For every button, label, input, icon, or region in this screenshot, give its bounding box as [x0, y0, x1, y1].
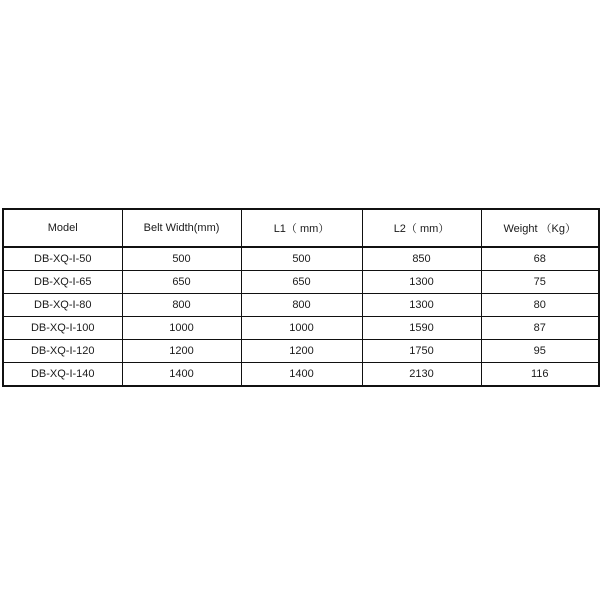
- cell-model: DB-XQ-I-50: [3, 247, 122, 271]
- cell-weight: 68: [481, 247, 599, 271]
- cell-l1: 1000: [241, 317, 362, 340]
- cell-belt-width: 800: [122, 294, 241, 317]
- table-row: [3, 363, 599, 387]
- table-row: [3, 340, 599, 363]
- cell-weight: 75: [481, 271, 599, 294]
- cell-l2: 850: [362, 247, 481, 271]
- cell-l1: 1200: [241, 340, 362, 363]
- cell-model: DB-XQ-I-120: [3, 340, 122, 363]
- cell-l2: 1750: [362, 340, 481, 363]
- cell-l1: 800: [241, 294, 362, 317]
- cell-belt-width: 1400: [122, 363, 241, 387]
- header-model: Model: [3, 209, 122, 247]
- cell-model: DB-XQ-I-65: [3, 271, 122, 294]
- table-row: [3, 294, 599, 317]
- table-header-row: [3, 209, 599, 247]
- cell-l2: 1590: [362, 317, 481, 340]
- cell-l2: 1300: [362, 294, 481, 317]
- spec-table: [2, 208, 600, 387]
- header-l2: L2（ mm）: [362, 209, 481, 247]
- table-row: [3, 247, 599, 271]
- cell-belt-width: 650: [122, 271, 241, 294]
- header-belt-width: Belt Width(mm): [122, 209, 241, 247]
- header-weight: Weight （Kg）: [481, 209, 599, 247]
- cell-l2: 1300: [362, 271, 481, 294]
- cell-belt-width: 500: [122, 247, 241, 271]
- cell-weight: 95: [481, 340, 599, 363]
- table-row: [3, 271, 599, 294]
- cell-model: DB-XQ-I-80: [3, 294, 122, 317]
- cell-model: DB-XQ-I-140: [3, 363, 122, 387]
- table-row: [3, 317, 599, 340]
- cell-weight: 87: [481, 317, 599, 340]
- header-l1: L1（ mm）: [241, 209, 362, 247]
- cell-l1: 500: [241, 247, 362, 271]
- cell-belt-width: 1200: [122, 340, 241, 363]
- cell-l2: 2130: [362, 363, 481, 387]
- cell-model: DB-XQ-I-100: [3, 317, 122, 340]
- cell-l1: 1400: [241, 363, 362, 387]
- cell-weight: 80: [481, 294, 599, 317]
- cell-l1: 650: [241, 271, 362, 294]
- cell-belt-width: 1000: [122, 317, 241, 340]
- cell-weight: 116: [481, 363, 599, 387]
